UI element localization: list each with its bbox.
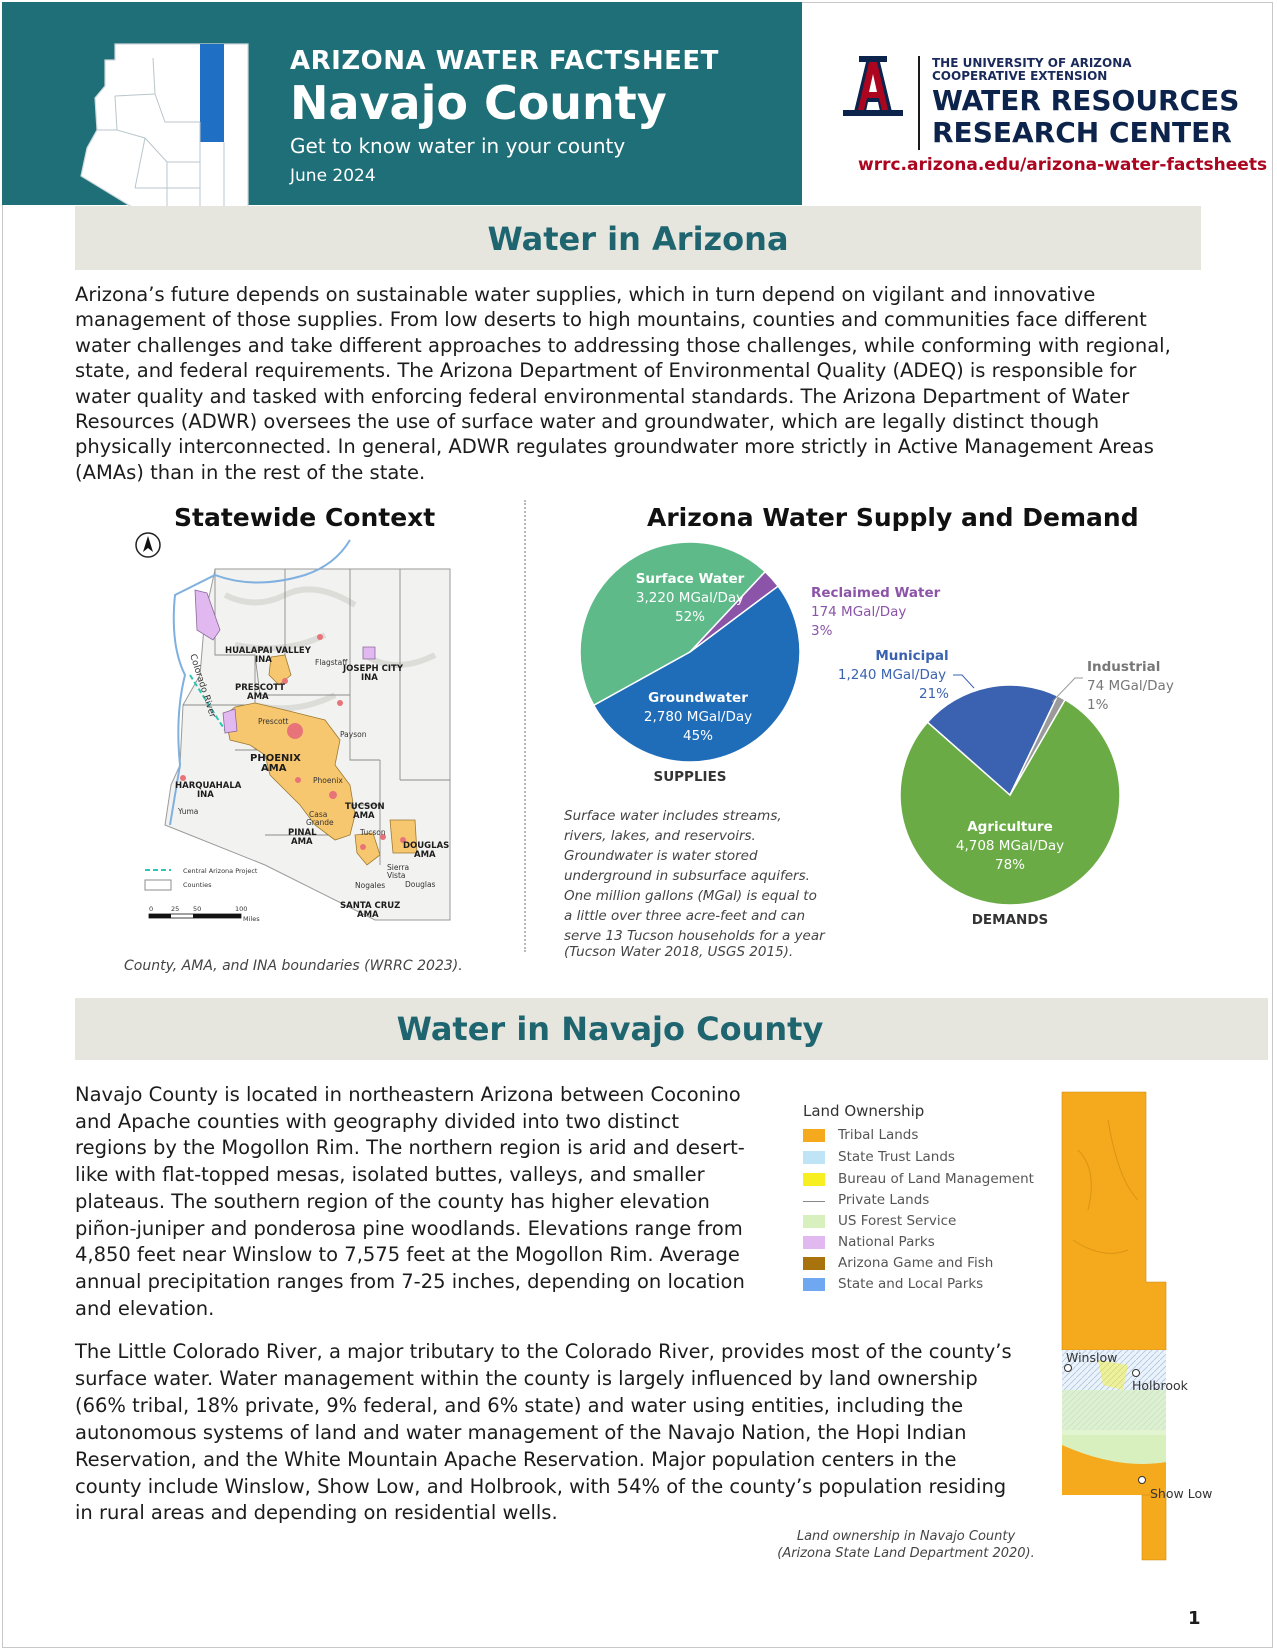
legend-swatch	[803, 1257, 825, 1270]
map-label-douglas-ama: DOUGLAS	[403, 841, 450, 851]
supply-note-line: One million gallons (MGal) is equal to	[564, 888, 817, 904]
legend-label: State Trust Lands	[838, 1149, 955, 1165]
factsheets-link[interactable]: wrrc.arizona.edu/arizona-water-factsheets	[858, 155, 1268, 175]
wrrc-name-line2: RESEARCH CENTER	[932, 116, 1232, 149]
paragraph-line: and elevation.	[75, 1296, 215, 1320]
legend-swatch	[803, 1173, 825, 1186]
map-label-holbrook: Holbrook	[1132, 1378, 1188, 1393]
section-band-arizona	[75, 206, 1201, 270]
map-label-tucson-ama-2: AMA	[353, 811, 375, 821]
paragraph-line: Navajo County is located in northeastern Arizona between Coconino	[75, 1083, 741, 1106]
scale-100: 100	[235, 905, 248, 913]
agriculture-value: 4,708 MGal/Day	[955, 838, 1065, 854]
map-label-flagstaff: Flagstaff	[315, 658, 348, 667]
legend-swatch	[803, 1151, 825, 1164]
map-label-santa-cruz-ama: SANTA CRUZ	[340, 901, 401, 911]
paragraph-line: annual precipitation ranges from 7-25 inches, depending on location	[75, 1269, 745, 1293]
statewide-context-map	[135, 535, 485, 925]
section-band-navajo	[75, 998, 1268, 1060]
legend-swatch	[803, 1201, 825, 1202]
surface-water-label: Surface Water	[635, 571, 745, 587]
supply-note-line: a little over three acre-feet and can	[564, 908, 806, 924]
paragraph-line: like with flat-topped mesas, isolated buttes, valleys, and smaller	[75, 1163, 705, 1187]
paragraph-line: autonomous systems of land and water management of the Navajo Nation, the Hopi Indian	[75, 1420, 967, 1444]
university-of-arizona-logo-icon	[833, 54, 911, 118]
paragraph-line: state, and federal requirements. The Arizona Department of Environmental Quality (ADEQ) is responsible for	[75, 359, 1137, 383]
paragraph-line: piñon-juniper and ponderosa pine woodlands. Elevations range from	[75, 1216, 743, 1240]
statewide-map-caption: County, AMA, and INA boundaries (WRRC 2023).	[124, 958, 463, 974]
supply-note-line: Surface water includes streams,	[564, 808, 782, 824]
map-label-santa-cruz-ama-2: AMA	[357, 910, 379, 920]
supply-note-line: Groundwater is water stored	[564, 848, 758, 864]
county-title: Navajo County	[290, 76, 667, 130]
paragraph-line: and Apache counties with geography divided into two distinct	[75, 1109, 680, 1133]
legend-label: Tribal Lands	[838, 1127, 919, 1143]
paragraph-line: physically interconnected. In general, ADWR regulates groundwater more strictly in Active Management Areas	[75, 435, 1154, 459]
map-label-colorado-river: Colorado River	[187, 652, 218, 720]
tagline: Get to know water in your county	[290, 134, 626, 158]
industrial-percent: 1%	[1087, 697, 1109, 713]
groundwater-value: 2,780 MGal/Day	[643, 709, 753, 725]
statewide-context-heading: Statewide Context	[174, 503, 436, 532]
agriculture-percent: 78%	[994, 857, 1026, 873]
paragraph-line: Arizona’s future depends on sustainable water supplies, which in turn depend on vigilant and innovative	[75, 283, 1096, 306]
navajo-land-ownership-map	[1058, 1090, 1213, 1570]
surface-water-value: 3,220 MGal/Day	[635, 590, 745, 606]
map-label-harquahala: HARQUAHALA	[175, 781, 242, 791]
map-label-sierra: Sierra	[387, 863, 410, 872]
map-label-show-low: Show Low	[1150, 1486, 1213, 1501]
supply-note-line: underground in subsurface aquifers.	[564, 868, 810, 884]
university-name: THE UNIVERSITY OF ARIZONA	[932, 56, 1132, 70]
map-legend-counties: Counties	[183, 881, 212, 889]
legend-swatch	[803, 1236, 825, 1249]
agriculture-label: Agriculture	[967, 819, 1053, 835]
map-label-pinal-ama: PINAL	[288, 828, 317, 838]
map-legend-cap: Central Arizona Project	[183, 867, 258, 875]
scale-50: 50	[193, 905, 202, 913]
map-label-nogales: Nogales	[355, 881, 386, 890]
map-label-yuma: Yuma	[178, 807, 199, 816]
winslow-marker-icon	[1065, 1365, 1072, 1372]
scale-25: 25	[171, 905, 180, 913]
show-low-marker-icon	[1139, 1477, 1146, 1484]
page-number: 1	[1188, 1608, 1201, 1629]
map-label-grande: Grande	[306, 818, 334, 827]
paragraph-line: county include Winslow, Show Low, and Holbrook, with 54% of the county’s population residing	[75, 1474, 1007, 1498]
legend-label: US Forest Service	[838, 1213, 957, 1229]
legend-swatch	[803, 1278, 825, 1291]
legend-label: Private Lands	[838, 1192, 930, 1208]
paragraph-line: (AMAs) than in the rest of the state.	[75, 460, 426, 484]
map-label-joseph-city: JOSEPH CITY	[343, 664, 403, 674]
map-label-joseph-city-ina: INA	[361, 673, 378, 683]
paragraph-line: surface water. Water management within the county is largely influenced by land ownership	[75, 1366, 978, 1390]
paragraph-line: Resources (ADWR) oversees the use of surface water and groundwater, which are legally distinct though	[75, 410, 1100, 434]
paragraph-line: water quality and tasked with enforcing federal environmental standards. The Arizona Department of Water	[75, 384, 1130, 408]
paragraph-line: plateaus. The southern region of the county has higher elevation	[75, 1189, 710, 1213]
map-label-casa: Casa	[309, 810, 328, 819]
navajo-paragraph-1	[75, 1082, 745, 1322]
wrrc-name-line1: WATER RESOURCES	[932, 84, 1240, 117]
paragraph-line: 4,850 feet near Winslow to 7,575 feet at the Mogollon Rim. Average	[75, 1243, 740, 1267]
legend-swatch	[803, 1215, 825, 1228]
cooperative-extension: COOPERATIVE EXTENSION	[932, 69, 1108, 83]
land-ownership-caption	[776, 1528, 1036, 1562]
paragraph-line: The Little Colorado River, a major tributary to the Colorado River, provides most of the county’s	[75, 1340, 1012, 1363]
navajo-paragraph-2	[75, 1339, 1012, 1527]
logo-divider	[918, 56, 920, 150]
land-ownership-legend-title: Land Ownership	[803, 1102, 925, 1120]
supplies-title: SUPPLIES	[653, 769, 727, 785]
map-label-prescott-ama: PRESCOTT	[235, 683, 285, 693]
map-label-hualapai-ina: INA	[255, 655, 272, 665]
industrial-value: 74 MGal/Day	[1087, 678, 1174, 694]
map-label-harquahala-ina: INA	[197, 790, 214, 800]
map-label-pinal-ama-2: AMA	[291, 837, 313, 847]
publication-date: June 2024	[290, 166, 376, 186]
reclaimed-water-value: 174 MGal/Day	[811, 604, 907, 620]
scale-0: 0	[149, 905, 154, 913]
groundwater-percent: 45%	[682, 728, 714, 744]
demands-title: DEMANDS	[971, 912, 1049, 928]
groundwater-label: Groundwater	[648, 690, 748, 706]
caption-line: Land ownership in Navajo County	[796, 1529, 1016, 1544]
legend-label: State and Local Parks	[838, 1276, 984, 1292]
reclaimed-water-percent: 3%	[811, 623, 833, 639]
map-label-payson: Payson	[340, 730, 367, 739]
supply-note-last-line: (Tucson Water 2018, USGS 2015).	[564, 944, 794, 960]
legend-swatch	[803, 1129, 825, 1142]
legend-label: Bureau of Land Management	[838, 1171, 1034, 1187]
paragraph-line: regions by the Mogollon Rim. The northern region is arid and desert-	[75, 1136, 745, 1160]
paragraph-line: water challenges and take different approaches to addressing those challenges, while conforming with regional,	[75, 333, 1171, 357]
municipal-percent: 21%	[918, 686, 950, 702]
map-label-douglas-ama-2: AMA	[414, 850, 436, 860]
holbrook-marker-icon	[1133, 1370, 1140, 1377]
paragraph-line: (66% tribal, 18% private, 9% federal, and 6% state) and water using entities, including the	[75, 1393, 964, 1417]
supply-note-line: serve 13 Tucson households for a year	[564, 928, 825, 944]
municipal-label: Municipal	[875, 648, 949, 664]
map-label-phoenix: Phoenix	[313, 776, 343, 785]
supply-demand-heading: Arizona Water Supply and Demand	[647, 503, 1139, 532]
map-label-phoenix-ama-2: AMA	[261, 763, 287, 774]
map-label-prescott-ama-2: AMA	[247, 692, 269, 702]
reclaimed-water-label: Reclaimed Water	[811, 585, 941, 601]
municipal-value: 1,240 MGal/Day	[837, 667, 947, 683]
paragraph-line: in rural areas and depending on residential wells.	[75, 1501, 558, 1525]
navajo-county-highlight	[200, 44, 224, 142]
map-label-tucson: Tucson	[360, 828, 386, 837]
map-label-vista: Vista	[387, 871, 406, 880]
caption-line: (Arizona State Land Department 2020).	[777, 1546, 1035, 1561]
section-title-water-in-navajo-county: Water in Navajo County	[396, 1010, 824, 1048]
map-label-hualapai: HUALAPAI VALLEY	[225, 646, 311, 656]
scale-unit: Miles	[243, 915, 260, 923]
paragraph-line: Reservation, and the White Mountain Apache Reservation. Major population centers in the	[75, 1447, 957, 1471]
map-label-phoenix-ama: PHOENIX	[250, 753, 301, 764]
map-label-tucson-ama: TUCSON	[345, 802, 385, 812]
surface-water-percent: 52%	[674, 609, 706, 625]
section-title-water-in-arizona: Water in Arizona	[487, 220, 789, 258]
map-label-douglas: Douglas	[405, 880, 436, 889]
column-divider	[524, 500, 526, 952]
paragraph-line: management of those supplies. From low deserts to high mountains, counties and communities face different	[75, 308, 1147, 332]
legend-label: Arizona Game and Fish	[838, 1255, 994, 1271]
legend-label: National Parks	[838, 1234, 935, 1250]
map-label-winslow: Winslow	[1066, 1350, 1118, 1365]
factsheet-kicker: ARIZONA WATER FACTSHEET	[290, 46, 719, 76]
industrial-label: Industrial	[1087, 659, 1161, 675]
supply-note-line: rivers, lakes, and reservoirs.	[564, 828, 756, 844]
supply-demand-chart	[560, 530, 1260, 944]
arizona-intro-paragraph	[75, 282, 1171, 485]
map-label-prescott: Prescott	[258, 717, 289, 726]
